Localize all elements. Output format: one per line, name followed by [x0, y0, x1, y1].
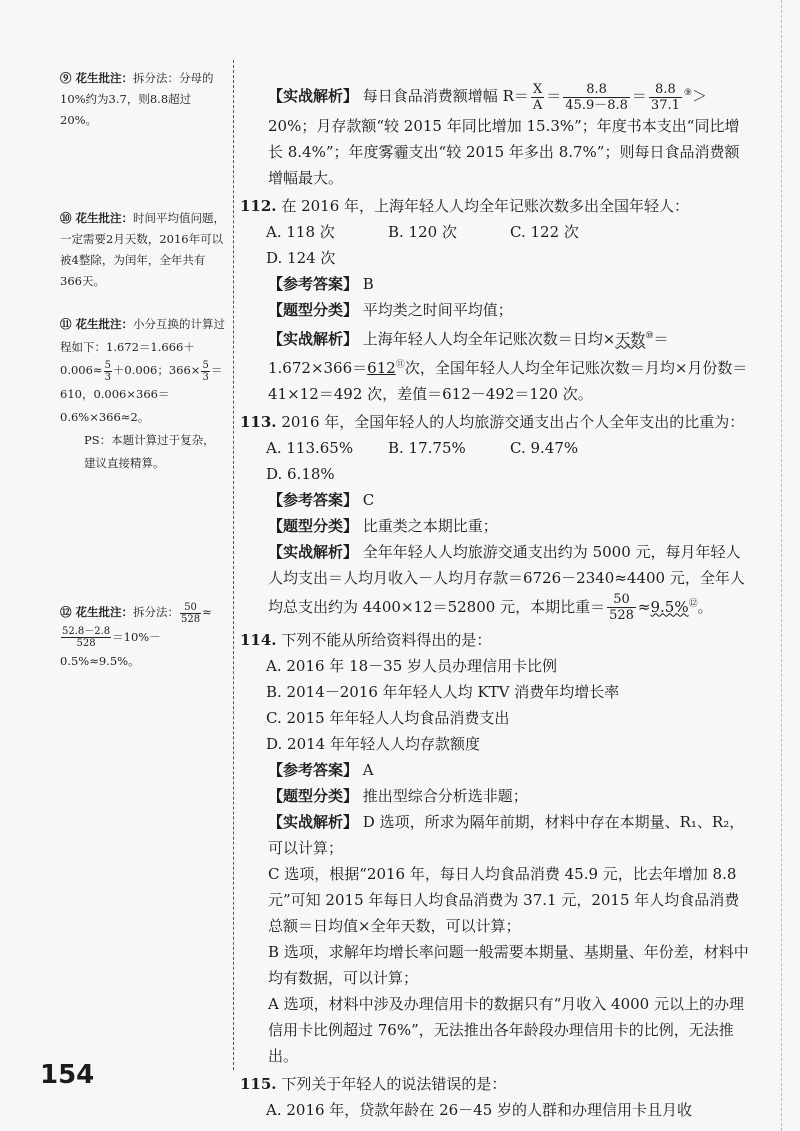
column-divider: [233, 60, 234, 1070]
analysis-text: 次，全国年轻人人均全年记账次数＝月均×月份数＝41×12＝492 次，差值＝612－492＝120 次。: [268, 358, 748, 403]
option-d: D. 124 次: [266, 248, 336, 267]
equals-sign: ＝: [546, 87, 562, 105]
analysis-text: 每日食品消费额增幅 R＝: [362, 87, 529, 105]
fraction: [104, 360, 112, 383]
fraction-denominator: 3: [104, 371, 111, 383]
analysis-text: D 选项，所求为隔年前期，材料中存在本期量、R₁、R₂，可以计算；: [268, 813, 745, 857]
question-stem: 下列关于年轻人的说法错误的是：: [281, 1075, 507, 1093]
page-edge-dashes: [781, 0, 782, 1131]
side-note-9: [60, 68, 225, 131]
analysis-text: 。: [697, 597, 713, 616]
option-a: A. 2016 年，贷款年龄在 26－45 岁的人群和办理信用卡且月收: [266, 1101, 693, 1119]
question-stem: 在 2016 年，上海年轻人人均全年记账次数多出全国年轻人：: [281, 196, 690, 215]
answer-line: [240, 271, 750, 297]
answer-tag: 【参考答案】: [268, 490, 359, 509]
footnote-marker: ⑨: [683, 88, 692, 98]
option-c: C. 9.47%: [510, 438, 579, 457]
analysis-paragraph: [240, 539, 750, 624]
option-d: D. 6.18%: [266, 464, 335, 483]
fraction-denominator: 528: [609, 608, 634, 623]
analysis-text: 上海年轻人人均全年记账次数＝日均×: [362, 329, 616, 348]
fraction-denominator: 3: [202, 371, 209, 383]
fraction-numerator: 5: [202, 359, 209, 371]
options-row: [240, 219, 750, 271]
question-114: [240, 627, 750, 653]
fraction: [201, 360, 209, 383]
category-value: 比重类之本期比重；: [362, 516, 498, 535]
option-b: B. 17.75%: [388, 438, 466, 457]
question-number: 112.: [240, 196, 277, 215]
category-value: 平均类之时间平均值；: [362, 300, 513, 319]
fraction-numerator: 8.8: [563, 82, 630, 98]
fraction-numerator: 8.8: [649, 82, 682, 98]
note-label: ⑫ 花生批注：: [60, 605, 134, 619]
question-stem: 2016 年，全国年轻人的人均旅游交通支出占个人全年支出的比重为：: [281, 412, 745, 431]
fraction: [649, 82, 682, 113]
category-tag: 【题型分类】: [268, 300, 359, 319]
analysis-tag: 【实战解析】: [268, 329, 359, 348]
side-note-10: [60, 208, 225, 292]
fraction: [61, 626, 111, 649]
analysis-paragraph-b: B 选项，求解年均增长率问题一般需要本期量、基期量、年份差，材料中均有数据，可以计算；: [268, 943, 749, 987]
analysis-tag: 【实战解析】: [268, 542, 359, 561]
note-label: ⑩ 花生批注：: [60, 211, 134, 225]
fraction-denominator: 528: [181, 613, 201, 625]
equals-sign: ＝: [631, 87, 647, 105]
note-label: ⑪ 花生批注：: [60, 317, 134, 331]
category-line: [240, 513, 750, 539]
fraction-numerator: 5: [104, 359, 111, 371]
answer-value: C: [362, 490, 375, 509]
emphasized-text: 612: [367, 358, 396, 377]
option-c: C. 122 次: [510, 222, 579, 241]
question-112: [240, 193, 750, 219]
question-number: 114.: [240, 631, 277, 649]
footnote-marker: ⑩: [645, 330, 654, 341]
category-tag: 【题型分类】: [268, 516, 359, 535]
note-text: 时间平均值问题，一定需要2月天数，2016年可以被4整除，为闰年，全年共有366天。: [60, 211, 226, 288]
question-113: [240, 409, 750, 435]
note-text: 拆分法：: [133, 605, 180, 619]
main-column: [240, 80, 750, 1123]
note-text: ＋0.006；366×: [112, 363, 201, 377]
note-text: 拆分法：分母的10%约为3.7，则8.8超过20%。: [60, 71, 214, 127]
top-analysis: [240, 80, 750, 191]
options-row: [240, 435, 750, 487]
analysis-paragraph: [240, 809, 750, 861]
answer-line: [240, 487, 750, 513]
side-note-11: [60, 313, 225, 475]
note-text: ≈: [202, 605, 212, 619]
analysis-tag: 【实战解析】: [268, 87, 359, 105]
analysis-tag: 【实战解析】: [268, 813, 359, 831]
emphasized-text: 9.5%: [650, 597, 689, 616]
emphasized-text: 天数: [615, 329, 646, 348]
option-a: A. 118 次: [266, 222, 335, 241]
fraction-denominator: 528: [76, 638, 96, 649]
fraction-denominator: 37.1: [650, 97, 680, 113]
note-text: ＝610，0.006×366＝0.6%×366≈2。: [60, 363, 223, 424]
analysis-paragraph-a: A 选项，材料中涉及办理信用卡的数据只有“月收入 4000 元以上的办理信用卡比例超过 76%”，无法推出各年龄段办理信用卡的比例，无法推出。: [268, 995, 744, 1065]
analysis-paragraph-c: C 选项，根据“2016 年，每日人均食品消费 45.9 元，比去年增加 8.8 元”可知 2015 年每日人均食品消费为 37.1 元，2015 年人均食品消费总额＝日均值×全年天数，可以计算；: [268, 865, 740, 935]
option-b: B. 120 次: [388, 222, 457, 241]
category-tag: 【题型分类】: [268, 787, 359, 805]
category-line: [240, 297, 750, 323]
analysis-text: 全年年轻人人均旅游交通支出约为 5000 元，每月年轻人人均支出＝人均月收入－人均月存款＝6726－2340≈4400 元，全年人均总支出约为 4400×12＝52800 元，本期比重＝: [268, 542, 745, 616]
answer-line: [240, 757, 750, 783]
option-d: D. 2014 年年轻人人均存款额度: [266, 735, 480, 753]
option-b: B. 2014－2016 年年轻人人均 KTV 消费年均增长率: [266, 683, 620, 701]
answer-value: B: [362, 274, 374, 293]
fraction-denominator: 45.9－8.8: [565, 97, 628, 113]
fraction: [563, 82, 630, 113]
option-c: C. 2015 年年轻人人均食品消费支出: [266, 709, 510, 727]
fraction-numerator: 50: [180, 602, 201, 614]
question-number: 115.: [240, 1075, 277, 1093]
analysis-text: ≈: [637, 597, 651, 616]
question-number: 113.: [240, 412, 277, 431]
analysis-text: ＝1.672×366＝: [268, 329, 669, 377]
note-ps: PS：本题计算过于复杂，建议直接精算。: [84, 432, 215, 470]
fraction: [531, 82, 544, 113]
side-note-12: [60, 600, 225, 673]
footnote-marker: ⑪: [395, 359, 405, 370]
answer-tag: 【参考答案】: [268, 274, 359, 293]
answer-value: A: [362, 761, 374, 779]
question-stem: 下列不能从所给资料得出的是：: [281, 631, 492, 649]
option-a: A. 113.65%: [266, 438, 354, 457]
question-115: [240, 1071, 750, 1097]
fraction-denominator: A: [532, 97, 543, 113]
analysis-paragraph: [240, 323, 750, 407]
note-text: 小分互换的计算过程如下：1.672＝1.666＋0.006≈: [60, 317, 226, 377]
page-number: 154: [40, 1060, 95, 1090]
fraction-numerator: 50: [607, 592, 636, 608]
analysis-text: ＞20%；月存款额“较 2015 年同比增加 15.3%”；年度书本支出“同比增长 8.4%”；年度雾霾支出“较 2015 年多出 8.7%”；则每日食品消费额增幅最大。: [268, 87, 740, 187]
category-value: 推出型综合分析选非题；: [362, 787, 528, 805]
fraction-numerator: X: [531, 82, 544, 98]
footnote-marker: ⑫: [688, 598, 698, 609]
fraction: [180, 602, 201, 625]
answer-tag: 【参考答案】: [268, 761, 359, 779]
note-text: ＝10%－0.5%≈9.5%。: [60, 629, 161, 668]
option-a: A. 2016 年 18－35 岁人员办理信用卡比例: [266, 657, 558, 675]
note-label: ⑨ 花生批注：: [60, 71, 134, 85]
category-line: [240, 783, 750, 809]
fraction-numerator: 52.8－2.8: [62, 626, 111, 637]
fraction: [607, 592, 636, 623]
